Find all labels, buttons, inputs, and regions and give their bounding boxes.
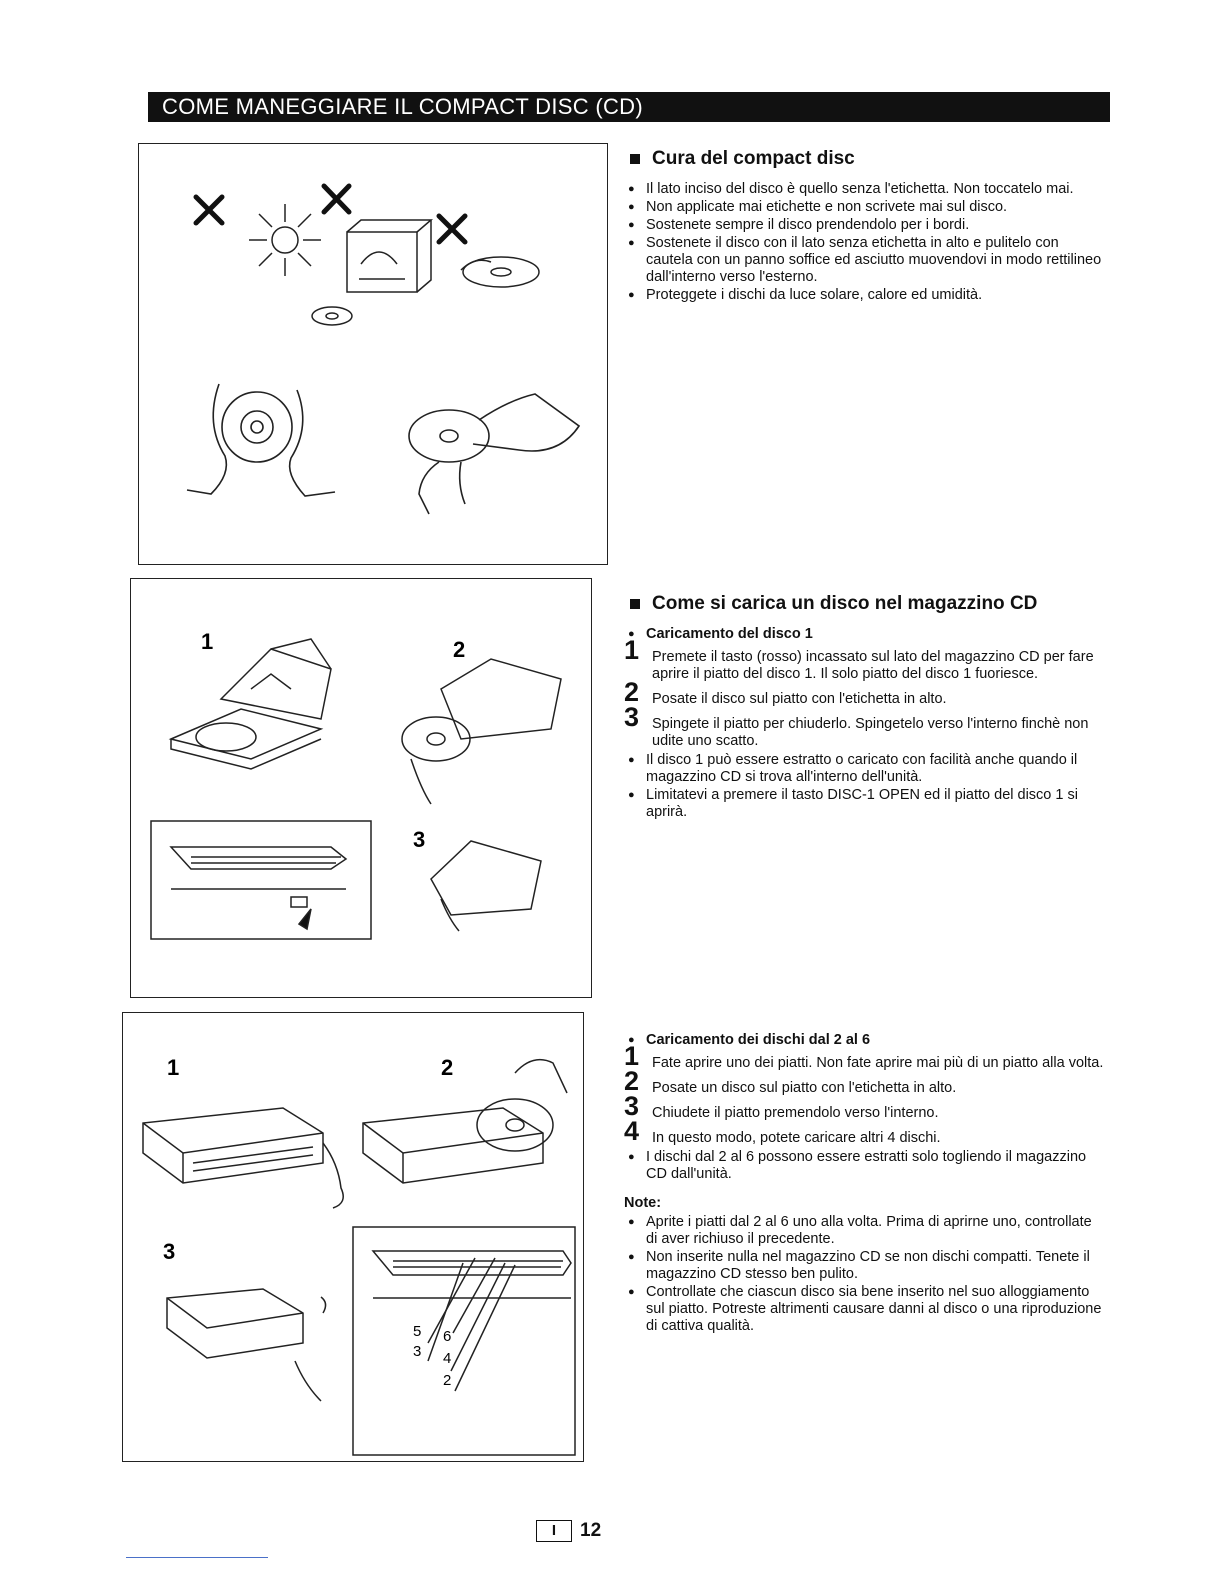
discs2to6-loading-section bbox=[624, 1032, 1104, 1336]
hands-holding-disc-icon bbox=[187, 384, 335, 496]
disc-care-heading: Cura del compact disc bbox=[624, 150, 1104, 167]
step-text: Premete il tasto (rosso) incassato sul lato del magazzino CD per fare aprire il piatto del disco 1. Il solo piatto del disco 1 fuoriesce. bbox=[652, 649, 1094, 682]
slot-number-label: 6 bbox=[443, 1328, 452, 1345]
list-item: ● Sostenete sempre il disco prendendolo per i bordi. bbox=[624, 217, 1104, 234]
disc-care-illustration-panel bbox=[138, 143, 608, 565]
language-code-box: I bbox=[536, 1520, 572, 1542]
disc-care-list bbox=[624, 181, 1104, 304]
slot-number-label: 4 bbox=[443, 1350, 452, 1367]
disc1-loading-illustration bbox=[131, 579, 593, 999]
step-item bbox=[624, 1091, 1104, 1122]
step-text: Posate un disco sul piatto con l'etichetta in alto. bbox=[652, 1080, 957, 1096]
notes-heading: Note: bbox=[624, 1195, 662, 1211]
cross-mark-icon bbox=[439, 216, 465, 242]
disc-care-section bbox=[624, 150, 1104, 305]
list-item: ● Limitatevi a premere il tasto DISC-1 OPEN ed il piatto del disco 1 si aprirà. bbox=[624, 787, 1104, 821]
disc1-notes-list bbox=[624, 752, 1104, 821]
step-item bbox=[624, 702, 1104, 750]
list-item: ● Controllate che ciascun disco sia bene inserito nel suo alloggiamento sul piatto. Potreste altrimenti causare danni al disco o una riproduzione di cattiva qualità. bbox=[624, 1284, 1104, 1335]
hand-wiping-disc-icon bbox=[409, 394, 579, 514]
cd-magazine-close-icon bbox=[431, 841, 541, 931]
figure-label: 3 bbox=[413, 827, 426, 852]
discs2to6-loading-illustration bbox=[123, 1013, 585, 1463]
discs2to6-subheading: ● Caricamento dei dischi dal 2 al 6 bbox=[624, 1032, 1104, 1049]
list-item: ● Il disco 1 può essere estratto o caricato con facilità anche quando il magazzino CD si trova all'interno dell'unità. bbox=[624, 752, 1104, 786]
disc1-subheading: ● Caricamento del disco 1 bbox=[624, 626, 1104, 643]
cd-magazine-open-tray-icon bbox=[143, 1108, 343, 1208]
list-item: ● Aprite i piatti dal 2 al 6 uno alla volta. Prima di aprirne uno, controllate di aver richiuso il precedente. bbox=[624, 1214, 1104, 1248]
disc-with-stain-icon bbox=[461, 257, 539, 287]
step-item bbox=[624, 1066, 1104, 1097]
cd-magazine-open-tray-icon bbox=[171, 639, 331, 769]
heater-icon bbox=[347, 220, 431, 292]
cross-mark-icon bbox=[324, 186, 349, 212]
list-item: ● Sostenete il disco con il lato senza etichetta in alto e pulitelo con cautela con un panno soffice ed asciutto muovendovi in modo rettilineo dall'interno verso l'esterno. bbox=[624, 235, 1104, 286]
page-number: 12 bbox=[580, 1520, 602, 1541]
figure-label: 3 bbox=[163, 1239, 176, 1264]
page-title-banner bbox=[148, 92, 1110, 122]
step-number: 1 bbox=[624, 1041, 640, 1071]
page-number-footer bbox=[536, 1520, 601, 1542]
figure-label: 2 bbox=[441, 1055, 454, 1080]
cd-magazine-slot-diagram-icon bbox=[353, 1227, 575, 1455]
step-number: 4 bbox=[624, 1116, 640, 1146]
slot-number-label: 3 bbox=[413, 1343, 422, 1360]
figure-label: 1 bbox=[201, 629, 214, 654]
step-text: Posate il disco sul piatto con l'etichetta in alto. bbox=[652, 691, 947, 707]
disc-loading-heading: Come si carica un disco nel magazzino CD bbox=[624, 595, 1104, 612]
step-number: 3 bbox=[624, 1091, 640, 1121]
cd-magazine-disc-placing-icon bbox=[363, 1060, 567, 1183]
step-item bbox=[624, 677, 1104, 708]
discs2to6-list bbox=[624, 1149, 1104, 1183]
cd-magazine-close-tray-icon bbox=[167, 1289, 326, 1401]
step-item bbox=[624, 1116, 1104, 1147]
disc1-loading-illustration-panel bbox=[130, 578, 592, 998]
cross-mark-icon bbox=[196, 197, 222, 223]
step-text: Fate aprire uno dei piatti. Non fate aprire mai più di un piatto alla volta. bbox=[652, 1055, 1104, 1071]
square-bullet-icon bbox=[630, 154, 640, 164]
step-number: 2 bbox=[624, 677, 640, 707]
step-text: Spingete il piatto per chiuderlo. Spingetelo verso l'interno finchè non udite uno scatto. bbox=[652, 716, 1089, 749]
cd-magazine-disc-tray-icon bbox=[402, 659, 561, 804]
slot-number-label: 2 bbox=[443, 1372, 452, 1389]
figure-label: 1 bbox=[167, 1055, 180, 1080]
list-item: ● Non inserite nulla nel magazzino CD se non dischi compatti. Tenete il magazzino CD stesso ben pulito. bbox=[624, 1249, 1104, 1283]
step-text: Chiudete il piatto premendolo verso l'interno. bbox=[652, 1105, 939, 1121]
cd-magazine-side-view-icon bbox=[151, 821, 371, 939]
figure-label: 2 bbox=[453, 637, 466, 662]
notes-list bbox=[624, 1214, 1104, 1335]
list-item: ● Il lato inciso del disco è quello senza l'etichetta. Non toccatelo mai. bbox=[624, 181, 1104, 198]
step-text: In questo modo, potete caricare altri 4 dischi. bbox=[652, 1130, 941, 1146]
step-number: 2 bbox=[624, 1066, 640, 1096]
slot-number-label: 5 bbox=[413, 1323, 422, 1340]
sun-icon bbox=[249, 204, 321, 276]
list-item: ● Non applicate mai etichette e non scrivete mai sul disco. bbox=[624, 199, 1104, 216]
step-item bbox=[624, 1041, 1104, 1072]
disc-icon bbox=[312, 307, 352, 325]
list-item: ● I dischi dal 2 al 6 possono essere estratti solo togliendo il magazzino CD dall'unità. bbox=[624, 1149, 1104, 1183]
step-number: 1 bbox=[624, 635, 640, 665]
disc-care-illustration bbox=[139, 144, 609, 566]
discs2to6-loading-illustration-panel bbox=[122, 1012, 584, 1462]
disc1-loading-section bbox=[624, 595, 1104, 822]
list-item: ● Proteggete i dischi da luce solare, calore ed umidità. bbox=[624, 287, 1104, 304]
step-item bbox=[624, 635, 1104, 683]
square-bullet-icon bbox=[630, 599, 640, 609]
page-title: COME MANEGGIARE IL COMPACT DISC (CD) bbox=[162, 94, 643, 119]
step-number: 3 bbox=[624, 702, 640, 732]
footer-divider bbox=[126, 1557, 268, 1558]
